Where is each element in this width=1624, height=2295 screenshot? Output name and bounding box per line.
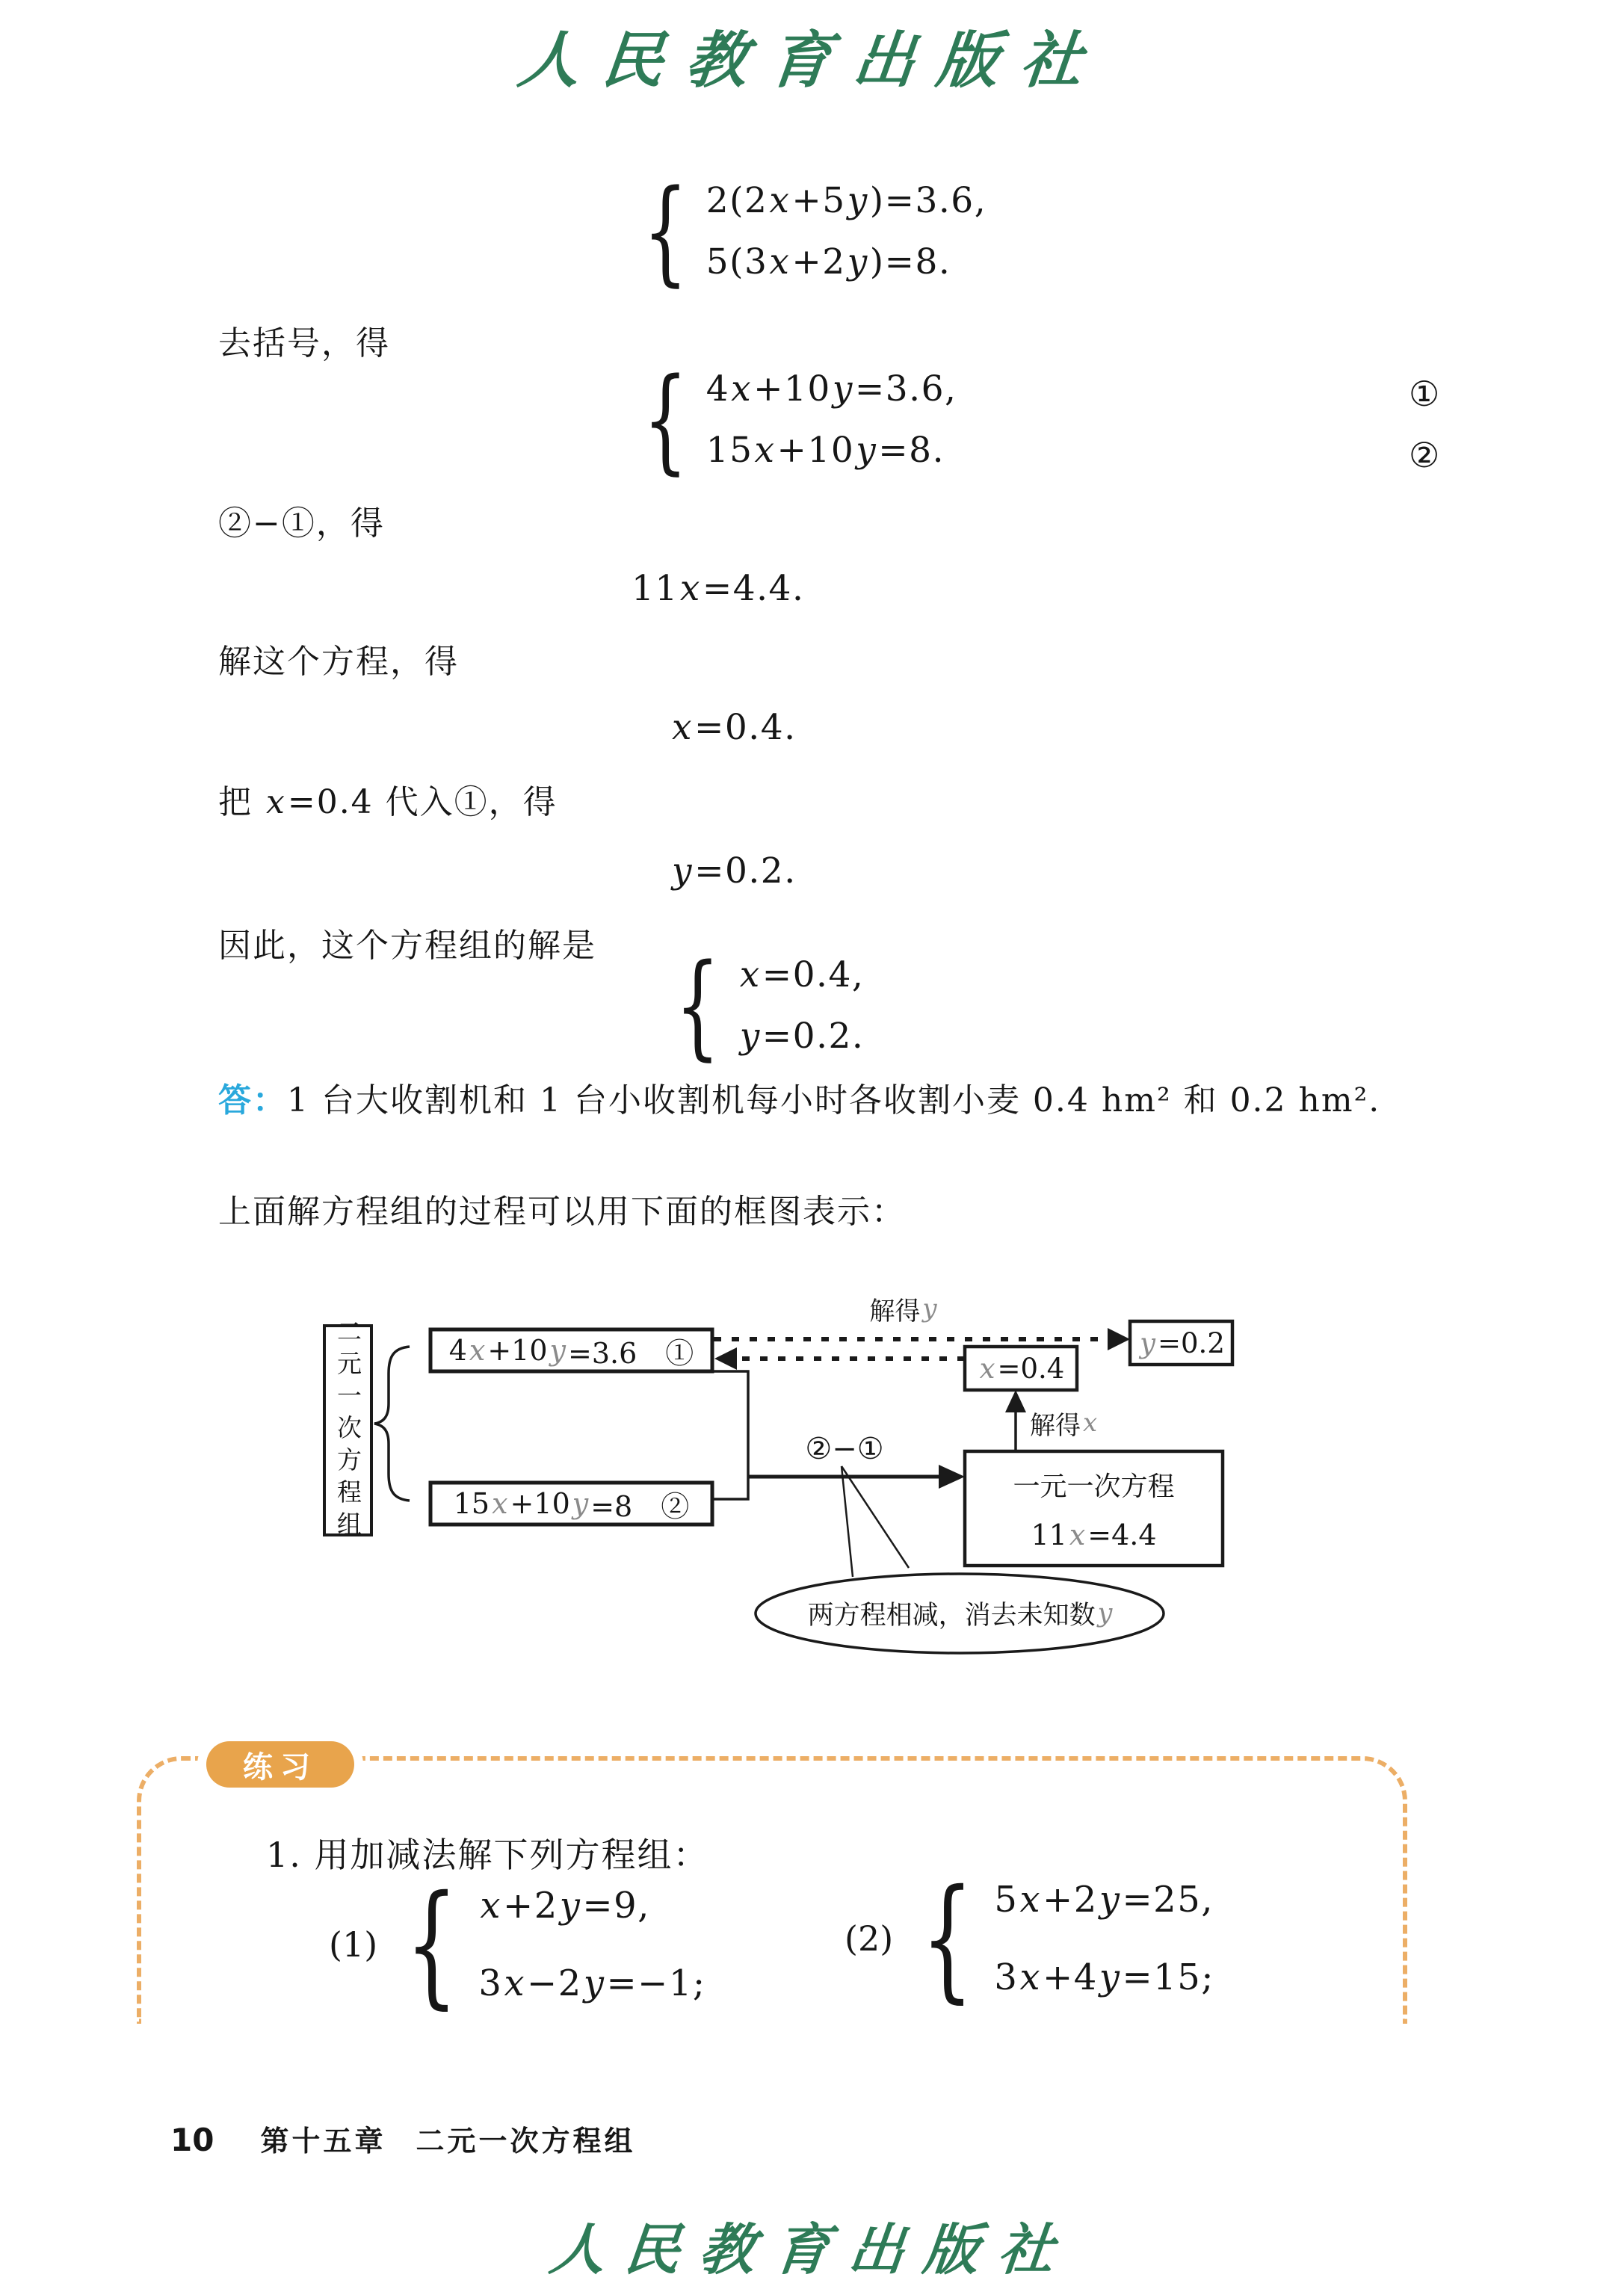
- flow-linear-eq-formula: 11 x =4.4: [1031, 1519, 1157, 1551]
- flow-linear-eq-content: [965, 1451, 1223, 1566]
- flow-label-operation: ②−①: [805, 1432, 884, 1466]
- callout-line-left: [842, 1466, 853, 1577]
- left-brace: {: [643, 353, 688, 486]
- flow-group-label: 二元一次方程组: [333, 1318, 362, 1543]
- equation-11x: 11x=4.4.: [632, 568, 805, 609]
- flow-x-value: x =0.4: [979, 1352, 1065, 1385]
- equation-column: [478, 1884, 706, 2005]
- equation-line: y=0.2.: [739, 1015, 865, 1057]
- equation-ref-1: ①: [1409, 374, 1440, 414]
- page-number: 10: [170, 2122, 214, 2158]
- equation-line: 5(3x+2y)=8.: [706, 241, 951, 282]
- flowchart-intro: 上面解方程组的过程可以用下面的框图表示：: [218, 1193, 906, 1231]
- equation-line: 3x−2y=−1;: [478, 1962, 706, 2004]
- practice-badge: 练习: [206, 1741, 354, 1788]
- arrowhead-left: [714, 1347, 737, 1370]
- flow-eq1-text: 4 x +10 y =3.6 ①: [448, 1334, 694, 1370]
- step-substitute: 把 x=0.4 代入①，得: [218, 783, 558, 821]
- left-brace: {: [643, 165, 688, 297]
- publisher-logo-bottom: 人民教育出版社: [546, 2218, 1077, 2282]
- equation-line: 3x+4y=15;: [994, 1956, 1214, 1998]
- equation-line: 5x+2y=25,: [994, 1878, 1214, 1921]
- flow-linear-eq-title: 一元一次方程: [1013, 1471, 1175, 1502]
- equation-line: 2(2x+5y)=3.6,: [706, 179, 987, 221]
- left-brace: {: [921, 1861, 974, 2016]
- flow-label-solve-y: 解得 y: [869, 1294, 937, 1326]
- equation-system-original: [629, 165, 987, 297]
- flow-label-solve-x: 解得 x: [1030, 1408, 1098, 1441]
- equation-system-expanded: [629, 353, 957, 486]
- equation-line: x=0.4,: [739, 954, 865, 995]
- step-subtract: ②−①，得: [218, 504, 385, 543]
- chapter-label: 第十五章: [260, 2124, 386, 2157]
- page-footer: [170, 2118, 635, 2159]
- equation-column: [738, 954, 865, 1057]
- callout-line-right: [842, 1466, 909, 1568]
- flow-note-text: 两方程相减，消去未知数 y: [807, 1599, 1113, 1631]
- equation-x-value: x=0.4.: [672, 707, 797, 748]
- arrowhead-up: [1005, 1390, 1026, 1412]
- equation-line: 4x+10y=3.6,: [706, 368, 957, 410]
- equation-system-solution: [661, 939, 865, 1072]
- flow-connector: [712, 1371, 748, 1499]
- step-remove-brackets: 去括号，得: [218, 324, 390, 362]
- equation-ref-2: ②: [1409, 435, 1440, 475]
- practice-system-1: [329, 1867, 706, 2021]
- practice-item-label: (1): [329, 1924, 378, 1965]
- equation-column: [706, 368, 957, 472]
- equation-y-value: y=0.2.: [672, 850, 797, 892]
- answer-label: 答：: [218, 1081, 287, 1119]
- answer-line: [218, 1073, 1380, 1121]
- answer-text: 1 台大收割机和 1 台小收割机每小时各收割小麦 0.4 hm² 和 0.2 hm².: [287, 1081, 1381, 1119]
- publisher-logo-top: 人民教育出版社: [514, 25, 1108, 96]
- arrowhead-right: [1108, 1328, 1130, 1350]
- equation-line: x+2y=9,: [480, 1884, 650, 1927]
- flow-brace: [374, 1347, 410, 1501]
- flow-y-value: y =0.2: [1140, 1326, 1225, 1359]
- chapter-title: 二元一次方程组: [416, 2124, 636, 2157]
- left-brace: {: [405, 1867, 458, 2021]
- flow-eq2-text: 15 x +10 y =8 ②: [453, 1487, 690, 1523]
- practice-question-1: 1. 用加减法解下列方程组：: [266, 1835, 709, 1875]
- step-solve: 解这个方程，得: [218, 643, 459, 681]
- step-therefore: 因此，这个方程组的解是: [218, 927, 596, 965]
- equation-line: 15x+10y=8.: [706, 429, 945, 471]
- practice-dashed-border: [137, 1756, 1407, 2024]
- arrowhead-right: [939, 1465, 965, 1489]
- equation-column: [994, 1878, 1214, 1999]
- equation-column: [706, 180, 987, 283]
- practice-system-2: [845, 1861, 1214, 2016]
- left-brace: {: [675, 939, 720, 1072]
- practice-item-label: (2): [845, 1918, 894, 1959]
